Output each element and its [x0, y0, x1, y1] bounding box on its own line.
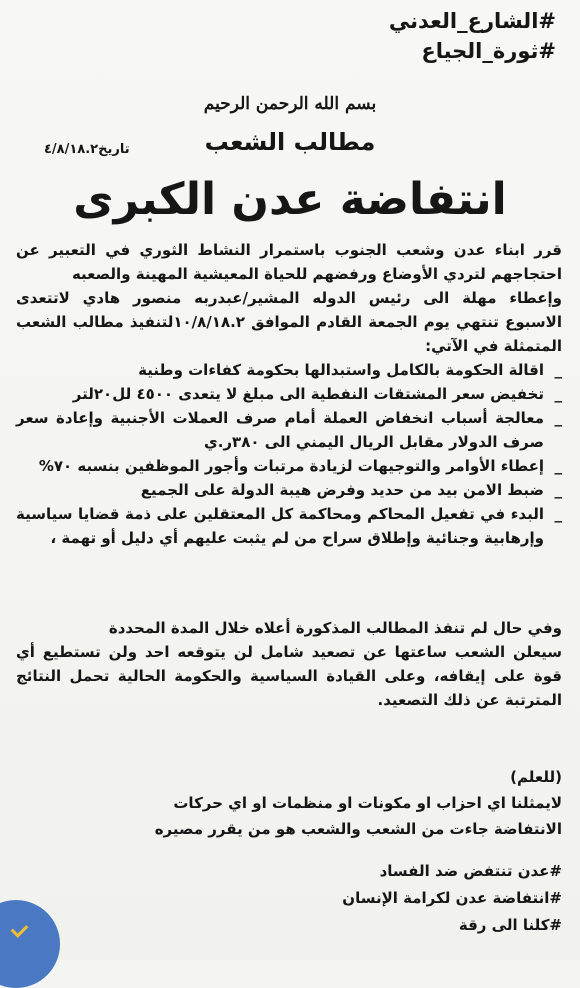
notice-line: لايمثلنا اي احزاب او مكونات او منظمات او اي حركات: [173, 794, 562, 812]
hashtag-line: #كلنا الى رقة: [458, 916, 562, 934]
hashtag-line: #عدن تنتفض ضد الفساد: [379, 862, 562, 880]
list-dash: _: [554, 457, 562, 475]
hashtag-line: #الشارع_العدني: [388, 9, 556, 33]
demands-list: [16, 358, 562, 550]
list-dash: _: [554, 385, 562, 403]
intro-paragraph: وإعطاء مهلة الى رئيس الدوله المشير/عبدربه منصور هادي لاتتعدى الاسبوع تنتهي يوم الجمعة القادم الموافق ١٠/٨/١٨.٢لتنفيذ مطالب الشعب المتمثلة في الآتي:: [16, 289, 562, 355]
top-hashtags: [389, 6, 556, 66]
hashtag-line: #ثورة_الجياع: [421, 39, 556, 63]
demand-text: إعطاء الأوامر والتوجيهات لزيادة مرتبات وأجور الموظفين بنسبه ٧٠%: [38, 457, 544, 475]
condition-paragraph: وفي حال لم تنفذ المطالب المذكورة أعلاه خلال المدة المحددة: [108, 619, 562, 637]
notice-heading: (للعلم): [510, 768, 562, 786]
document-date: تاريخ٤/٨/١٨.٢: [44, 142, 130, 157]
demand-item: [16, 502, 562, 550]
notice-line: الانتفاضة جاءت من الشعب والشعب هو من يقرر مصيره: [154, 820, 562, 838]
basmala: بسم الله الرحمن الرحيم: [203, 94, 377, 114]
demand-text: ضبط الامن بيد من حديد وفرض هيبة الدولة على الجميع: [140, 481, 544, 499]
demand-item: [16, 406, 562, 454]
list-dash: _: [554, 481, 562, 499]
hashtag-line: #انتفاضة عدن لكرامة الإنسان: [342, 889, 562, 907]
demand-item: [16, 478, 562, 502]
demand-text: معالجة أسباب انخفاض العملة أمام صرف العملات الأجنبية وإعادة سعر صرف الدولار مقابل الريال اليمني الى ٣٨٠ر.ي: [16, 409, 544, 451]
demand-text: البدء في تفعيل المحاكم ومحاكمة كل المعتقلين على ذمة قضايا سياسية وإرهابية وجنائية وإطلاق سراح من لم يثبت عليهم أي دليل أو تهمة ،: [16, 505, 544, 547]
demand-text: اقالة الحكومة بالكامل واستبدالها بحكومة كفاءات وطنية: [138, 361, 544, 379]
demand-item: [16, 382, 562, 406]
list-dash: _: [554, 361, 562, 379]
intro-section: [16, 238, 562, 550]
list-dash: _: [554, 505, 562, 523]
list-dash: _: [554, 409, 562, 427]
document-title: انتفاضة عدن الكبرى: [73, 174, 507, 225]
condition-section: [16, 616, 562, 712]
check-icon: [11, 920, 29, 938]
condition-paragraph: سيعلن الشعب ساعتها عن تصعيد شامل لن يتوقعه احد ولن تستطيع أي قوة على إيقافه، وعلى القيادة السياسية والحكومة الحالية تحمل النتائج المترتبة عن ذلك التصعيد.: [16, 643, 562, 709]
bottom-hashtags: [342, 858, 562, 939]
notice-section: [16, 764, 562, 842]
intro-paragraph: قرر ابناء عدن وشعب الجنوب باستمرار النشاط الثوري في التعبير عن احتجاجهم لتردي الأوضاع ورفضهم للحياة المعيشية المهينة والصعبه: [16, 241, 562, 283]
demand-item: [16, 358, 562, 382]
corner-badge: [0, 900, 60, 988]
demand-item: [16, 454, 562, 478]
demand-text: تخفيض سعر المشتقات النفطية الى مبلغ لا يتعدى ٤٥٠٠ لل٢٠لتر: [72, 385, 544, 403]
document-subtitle: مطالب الشعب: [204, 128, 376, 156]
